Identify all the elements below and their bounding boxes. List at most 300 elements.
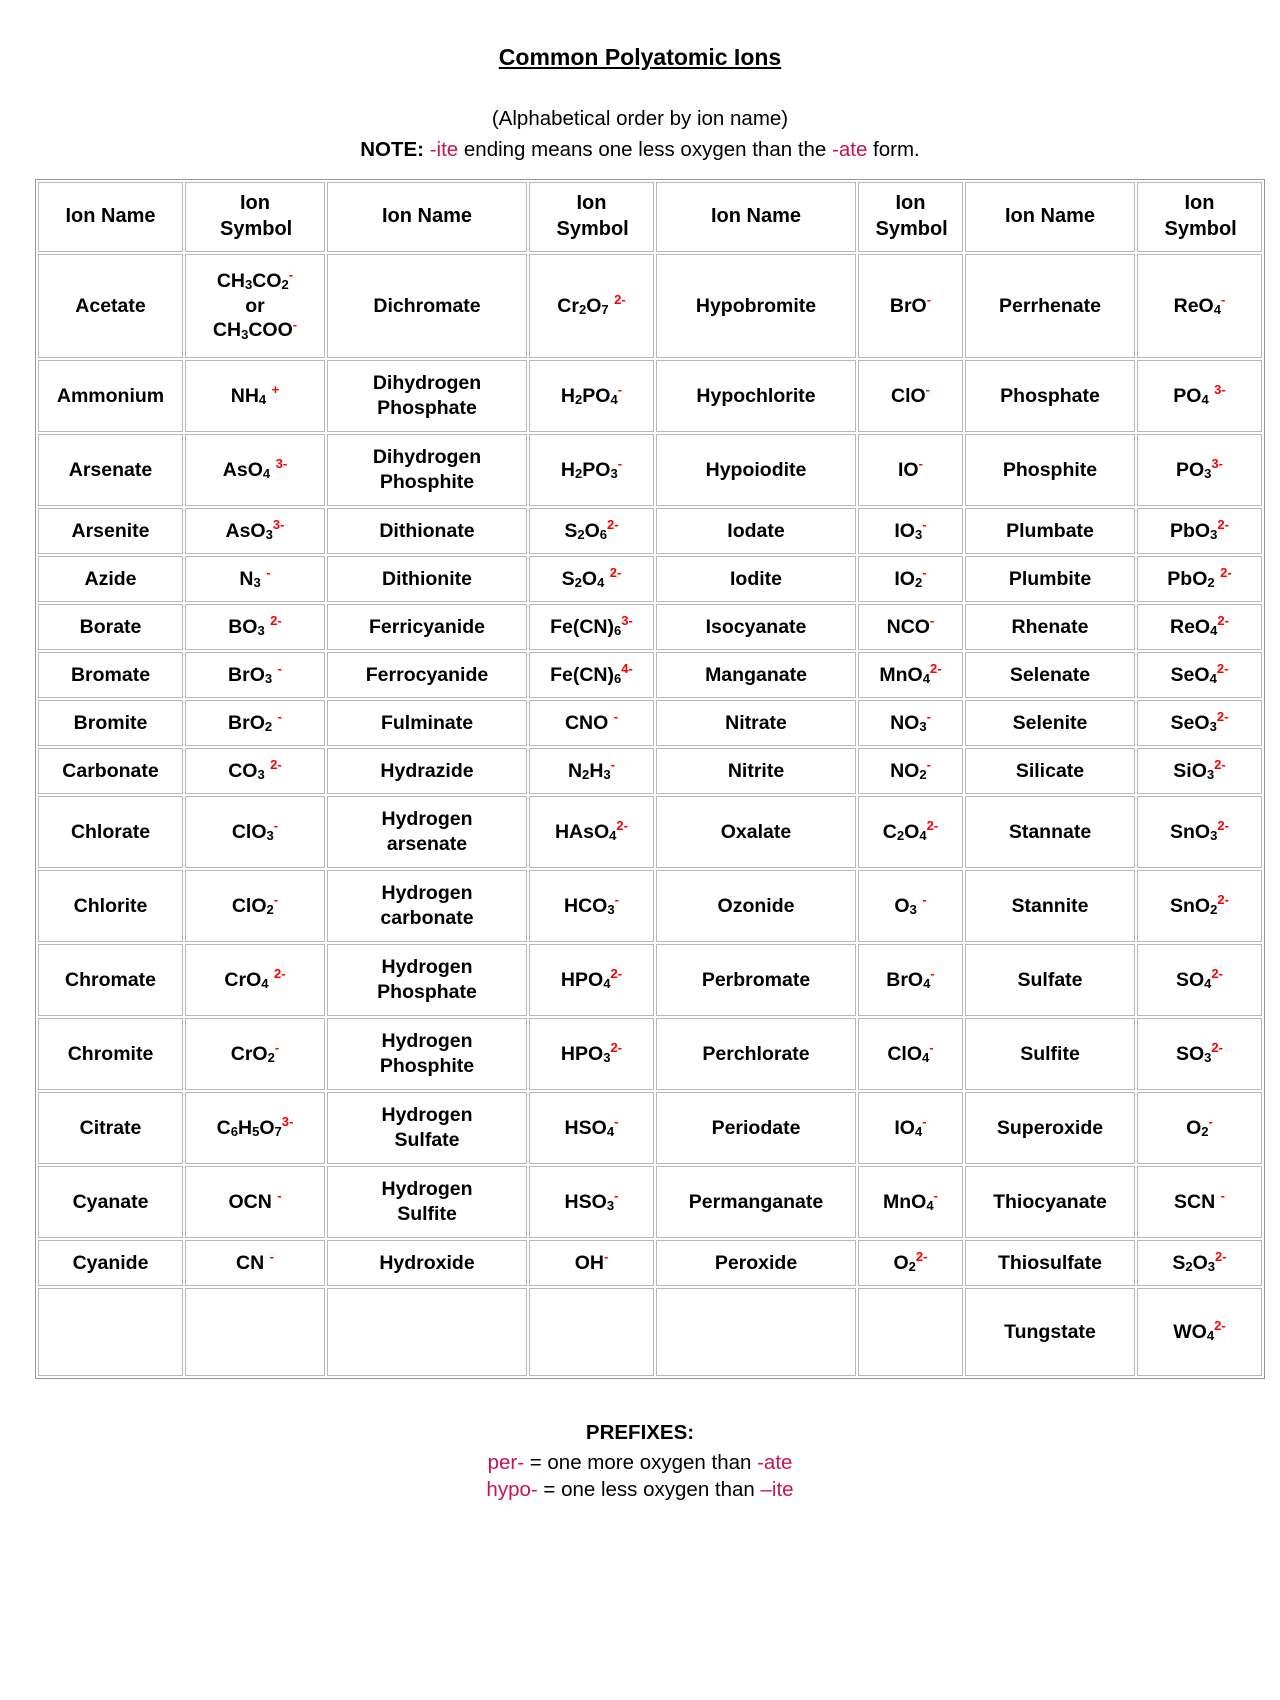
formula-charge: 2-	[1216, 661, 1229, 677]
ion-name-label: Peroxide	[714, 1251, 798, 1274]
formula-charge: -	[614, 1114, 619, 1130]
ion-name-label: Hypobromite	[695, 294, 817, 317]
ion-name-label: Dithionate	[379, 519, 475, 542]
formula-subscript: 4	[606, 1124, 615, 1140]
formula-subscript: 2	[575, 392, 583, 408]
ion-symbol-cell: $O_3$ -	[858, 870, 963, 942]
ion-name-label: Stannate	[1008, 820, 1092, 843]
formula-charge: 2-	[1216, 709, 1229, 725]
ion-name-label: Phosphate	[1000, 384, 1100, 407]
ion-symbol-cell: $HPO_3^{2-}$	[529, 1018, 654, 1090]
formula-subscript: 4	[258, 392, 267, 408]
ion-name-cell	[965, 700, 1135, 746]
ion-name-cell	[656, 1018, 856, 1090]
ion-name-cell	[327, 796, 527, 868]
ion-name-label: Chromite	[67, 1042, 154, 1065]
ion-name-cell	[656, 700, 856, 746]
ion-symbol-cell: SnO$_3^{2-}$	[1137, 796, 1262, 868]
formula-subscript: 5	[252, 1124, 260, 1140]
formula-charge: 2-	[929, 661, 942, 677]
ion-name-label: Bromate	[70, 663, 151, 686]
formula-charge: 4-	[621, 661, 633, 677]
ion-symbol-cell: BrO$_2$ -	[185, 700, 325, 746]
formula-subscript: 3	[1204, 1050, 1212, 1066]
table-row	[38, 1166, 1262, 1238]
formula-charge: -	[929, 613, 935, 629]
ion-name-cell	[327, 1288, 527, 1376]
ion-symbol-cell: $SO_4^{2-}$	[1137, 944, 1262, 1016]
header-cell	[529, 182, 654, 252]
ion-name-cell	[38, 870, 183, 942]
ion-symbol-cell: ClO$_3$-	[185, 796, 325, 868]
formula-subscript: 3	[1204, 466, 1212, 482]
ion-symbol-cell: PbO$_2$ $^{2-}$	[1137, 556, 1262, 602]
ion-name-label: Superoxide	[996, 1116, 1104, 1139]
ion-symbol-cell: $PO_3^{3-}$	[1137, 434, 1262, 506]
ion-name-label: Iodate	[727, 519, 785, 542]
formula-subscript: 6	[614, 623, 622, 639]
formula-subscript: 3	[264, 671, 273, 687]
page	[35, 44, 1245, 1503]
ion-symbol-cell: $SO_3^{2-}$	[1137, 1018, 1262, 1090]
ion-symbol-cell: $HCO_3^-$	[529, 870, 654, 942]
ion-name-label: Hypoiodite	[705, 458, 807, 481]
formula-subscript: 4	[922, 671, 930, 687]
ion-name-label: Acetate	[75, 294, 146, 317]
formula-charge: -	[603, 1249, 609, 1265]
ion-name-label: Perchlorate	[702, 1042, 810, 1065]
formula-subscript: 2	[914, 575, 923, 591]
ion-symbol-cell: ClO-	[858, 360, 963, 432]
ion-name-cell	[327, 254, 527, 358]
formula-charge: -	[288, 267, 294, 283]
ion-symbol-cell: $C_6H_5O_7^{3-}$	[185, 1092, 325, 1164]
table-row	[38, 1288, 1262, 1376]
ion-symbol-cell: $HSO_3^-$	[529, 1166, 654, 1238]
header-cell	[327, 182, 527, 252]
ion-symbol-cell: ClO$_4$-	[858, 1018, 963, 1090]
ion-name-cell	[965, 556, 1135, 602]
formula-subscript: 3	[610, 466, 618, 482]
ion-name-cell	[656, 434, 856, 506]
ion-name-label: Permanganate	[688, 1190, 824, 1213]
ion-name-cell	[38, 796, 183, 868]
ion-symbol-cell: $H_2PO_3^-$	[529, 434, 654, 506]
table-row	[38, 700, 1262, 746]
ion-symbol-cell: ReO$_4$-	[1137, 254, 1262, 358]
formula-charge: -	[277, 1188, 282, 1204]
ion-name-label: Sulfite	[1020, 1042, 1080, 1065]
ion-symbol-cell: AsO$_3^{3-}$	[185, 508, 325, 554]
ion-name-cell	[327, 434, 527, 506]
ion-name-cell	[656, 604, 856, 650]
formula-charge: -	[610, 757, 616, 773]
ion-symbol-cell: SeO$_3^{2-}$	[1137, 700, 1262, 746]
ion-name-cell	[38, 1166, 183, 1238]
ion-symbol-cell: OH-	[529, 1240, 654, 1286]
ion-name-cell	[327, 508, 527, 554]
formula-charge: -	[266, 565, 271, 581]
ion-name-cell	[38, 434, 183, 506]
formula-subscript: 3	[603, 767, 611, 783]
ion-name-label: Periodate	[711, 1116, 801, 1139]
ion-symbol-cell: $IO_2^-$	[858, 556, 963, 602]
ion-name-cell	[327, 700, 527, 746]
prefix-hypo-suffix: –ite	[760, 1478, 794, 1502]
ion-name-label: Plumbate	[1006, 519, 1094, 542]
ion-name-label: Hypochlorite	[696, 384, 816, 407]
ion-name-label: Bromite	[73, 711, 148, 734]
ion-name-label: Stannite	[1011, 894, 1089, 917]
ion-symbol-cell: ClO$_2$-	[185, 870, 325, 942]
ion-symbol-cell: $Fe(CN)_6^{4-}$	[529, 652, 654, 698]
ion-name-label: Thiocyanate	[993, 1190, 1107, 1213]
ion-symbol-cell: $C_2O_4^{2-}$	[858, 796, 963, 868]
table-row	[38, 604, 1262, 650]
ion-symbol-cell: $CO_3$ $^{2-}$	[185, 748, 325, 794]
formula-subscript: 3	[914, 527, 923, 543]
ion-name-label: Perbromate	[701, 968, 811, 991]
formula-subscript: 2	[574, 575, 582, 591]
ion-symbol-cell: $N_2H_3^-$	[529, 748, 654, 794]
ion-symbol-cell: AsO$_4$ $^{3-}$	[185, 434, 325, 506]
formula-subscript: 2	[1207, 575, 1215, 591]
table-row	[38, 944, 1262, 1016]
ion-name-label: Nitrate	[725, 711, 787, 734]
ion-name-cell	[965, 1018, 1135, 1090]
ion-name-cell	[327, 1018, 527, 1090]
ion-name-cell	[656, 1166, 856, 1238]
ion-symbol-cell: ReO$_4^{2-}$	[1137, 604, 1262, 650]
formula-charge: 2-	[614, 292, 626, 308]
ion-symbol-cell	[529, 1288, 654, 1376]
table-row	[38, 1018, 1262, 1090]
ion-name-label: Arsenate	[68, 458, 153, 481]
ion-name-label: Hydrogen Phosphate	[377, 956, 477, 1003]
ion-symbol-cell: CrO$_4$ $^{2-}$	[185, 944, 325, 1016]
ion-symbol-cell: SnO$_2^{2-}$	[1137, 870, 1262, 942]
ion-name-cell	[327, 360, 527, 432]
formula-charge: 2-	[1215, 1249, 1227, 1265]
ion-name-cell	[38, 944, 183, 1016]
ion-name-label: Oxalate	[720, 820, 792, 843]
ion-name-cell	[38, 604, 183, 650]
ion-name-label: Rhenate	[1011, 615, 1089, 638]
header-cell	[965, 182, 1135, 252]
formula-subscript: 3	[919, 719, 927, 735]
ion-name-label: Fulminate	[380, 711, 474, 734]
ion-name-cell	[656, 508, 856, 554]
formula-charge: 3-	[1214, 382, 1226, 398]
ion-name-cell	[656, 652, 856, 698]
formula-charge: -	[922, 1114, 927, 1130]
formula-subscript: 4	[1206, 1328, 1215, 1344]
formula-charge: -	[929, 1040, 934, 1056]
prefix-hypo: hypo-	[486, 1478, 538, 1502]
formula-charge: -	[922, 565, 927, 581]
ion-symbol-cell	[185, 1288, 325, 1376]
ion-name-label: Hydroxide	[379, 1251, 475, 1274]
ion-name-cell	[965, 604, 1135, 650]
ion-name-cell	[656, 1240, 856, 1286]
ion-name-cell	[656, 944, 856, 1016]
formula-subscript: 6	[614, 671, 622, 687]
ion-name-cell	[656, 748, 856, 794]
ion-name-label: Dihydrogen Phosphate	[372, 372, 482, 419]
ion-name-cell	[656, 870, 856, 942]
ion-name-cell	[965, 360, 1135, 432]
formula-subscript: 4	[1204, 976, 1212, 992]
table-row	[38, 1240, 1262, 1286]
ion-name-cell	[327, 652, 527, 698]
ion-name-label: Hydrogen Sulfate	[381, 1104, 473, 1151]
formula-charge: 3-	[621, 613, 633, 629]
formula-subscript: 2	[896, 828, 905, 844]
page-subtitle: (Alphabetical order by ion name)	[491, 107, 789, 130]
ion-symbol-cell: CNO -	[529, 700, 654, 746]
ion-name-label: Citrate	[79, 1116, 142, 1139]
ion-name-label: Selenate	[1009, 663, 1091, 686]
header-cell	[858, 182, 963, 252]
ion-symbol-cell: $CH_3CO_2^-$ or $CH_3COO^-$	[185, 254, 325, 358]
formula-charge: -	[614, 1188, 619, 1204]
ion-name-label: Selenite	[1012, 711, 1088, 734]
formula-charge: 2-	[1211, 966, 1224, 982]
ion-symbol-cell: BrO$_3$ -	[185, 652, 325, 698]
formula-subscript: 6	[230, 1124, 238, 1140]
ion-name-cell	[38, 360, 183, 432]
formula-charge: 2-	[915, 1249, 928, 1265]
formula-charge: -	[1220, 1188, 1225, 1204]
ion-name-cell	[965, 870, 1135, 942]
formula-charge: 2-	[1217, 818, 1229, 834]
formula-charge: 2-	[1217, 613, 1229, 629]
formula-charge: -	[614, 892, 619, 908]
formula-subscript: 2	[267, 1050, 275, 1066]
ion-name-label: Isocyanate	[705, 615, 807, 638]
table-row	[38, 748, 1262, 794]
formula-subscript: 3	[245, 277, 253, 293]
table-row	[38, 556, 1262, 602]
ion-name-cell	[965, 748, 1135, 794]
table-row	[38, 870, 1262, 942]
ion-name-label: Tungstate	[1004, 1320, 1096, 1343]
ion-symbol-cell: $IO_4^-$	[858, 1092, 963, 1164]
ion-name-cell	[656, 796, 856, 868]
note-mid: ending means one less oxygen than the	[458, 138, 833, 161]
formula-subscript: 4	[262, 466, 271, 482]
prefix-line-hypo	[35, 1476, 1245, 1503]
formula-charge: 2-	[926, 818, 939, 834]
note-post: form.	[867, 138, 920, 161]
ion-name-label: Chromate	[64, 968, 157, 991]
ion-name-cell	[965, 1288, 1135, 1376]
ion-name-cell	[965, 796, 1135, 868]
ion-symbol-cell: SeO$_4^{2-}$	[1137, 652, 1262, 698]
formula-subscript: 3	[265, 527, 273, 543]
ion-symbol-cell: $NH_4$ +	[185, 360, 325, 432]
formula-charge: -	[1208, 1114, 1213, 1130]
formula-subscript: 3	[257, 767, 265, 783]
header-cell	[185, 182, 325, 252]
ion-name-cell	[965, 434, 1135, 506]
ion-name-label: Cyanate	[72, 1190, 149, 1213]
ion-name-label: Dichromate	[373, 294, 481, 317]
formula-charge: -	[277, 709, 282, 725]
ion-name-cell	[965, 1166, 1135, 1238]
formula-subscript: 2	[578, 302, 587, 318]
ion-name-cell	[327, 748, 527, 794]
formula-charge: -	[617, 456, 623, 472]
formula-subscript: 4	[1201, 392, 1209, 408]
ion-name-label: Chlorate	[70, 820, 151, 843]
formula-subscript: 3	[1206, 767, 1215, 783]
ion-symbol-cell	[858, 1288, 963, 1376]
formula-subscript: 3	[1210, 527, 1218, 543]
formula-charge: -	[926, 709, 931, 725]
formula-subscript: 3	[266, 828, 274, 844]
formula-subscript: 3	[909, 902, 917, 918]
table-row	[38, 1092, 1262, 1164]
table-row	[38, 796, 1262, 868]
formula-charge: 2-	[610, 966, 623, 982]
ion-symbol-cell: CrO$_2$-	[185, 1018, 325, 1090]
ion-symbol-cell: MnO$_4$-	[858, 1166, 963, 1238]
ion-name-cell	[38, 1018, 183, 1090]
ion-name-label: Ferricyanide	[369, 615, 485, 638]
ion-name-label: Azide	[84, 567, 137, 590]
ion-name-cell	[38, 254, 183, 358]
ion-symbol-cell: OCN -	[185, 1166, 325, 1238]
header-cell-label: Ion Name	[710, 205, 802, 228]
formula-subscript: 4	[603, 976, 611, 992]
ion-name-label: Chlorite	[73, 894, 148, 917]
formula-charge: -	[1221, 292, 1226, 308]
ion-name-label: Silicate	[1015, 759, 1085, 782]
ion-name-cell	[327, 870, 527, 942]
ion-name-cell	[327, 556, 527, 602]
prefixes-section	[35, 1421, 1245, 1503]
formula-subscript: 2	[1201, 1124, 1209, 1140]
ion-symbol-cell: $BO_3$ $^{2-}$	[185, 604, 325, 650]
formula-charge: 2-	[1217, 517, 1229, 533]
formula-subscript: 2	[1185, 1259, 1193, 1275]
ion-name-cell	[327, 604, 527, 650]
ion-name-label: Ozonide	[717, 894, 795, 917]
ion-name-label: Hydrogen Sulfite	[381, 1178, 473, 1225]
formula-charge: -	[292, 317, 298, 333]
ion-name-cell	[965, 652, 1135, 698]
table-row	[38, 360, 1262, 432]
formula-subscript: 4	[1213, 302, 1221, 318]
formula-subscript: 3	[1209, 719, 1217, 735]
header-cell	[38, 182, 183, 252]
formula-charge: -	[922, 517, 927, 533]
formula-charge: 2-	[616, 818, 629, 834]
ion-name-cell	[965, 254, 1135, 358]
ion-name-cell	[656, 556, 856, 602]
ion-symbol-cell: $N_3$ -	[185, 556, 325, 602]
formula-subscript: 3	[253, 575, 261, 591]
formula-subscript: 2	[1210, 902, 1218, 918]
ion-symbol-cell: $NO_3^-$	[858, 700, 963, 746]
formula-subscript: 4	[926, 1198, 934, 1214]
ion-name-label: Carbonate	[62, 759, 159, 782]
ion-name-cell	[38, 508, 183, 554]
formula-charge: 3-	[1211, 456, 1224, 472]
ion-name-cell	[656, 254, 856, 358]
note-ate: -ate	[832, 138, 868, 161]
formula-subscript: 4	[1209, 671, 1217, 687]
ion-name-label: Iodite	[730, 567, 782, 590]
page-title-text: Common Polyatomic Ions	[498, 44, 782, 70]
ion-name-cell	[965, 944, 1135, 1016]
formula-charge: 2-	[1217, 892, 1229, 908]
prefix-per-suffix: -ate	[757, 1451, 793, 1474]
ion-name-label: Ferrocyanide	[365, 663, 489, 686]
ion-name-label: Hydrogen carbonate	[380, 882, 474, 929]
ion-name-label: Hydrogen arsenate	[381, 808, 473, 855]
ion-symbol-cell: CN -	[185, 1240, 325, 1286]
table-row	[38, 652, 1262, 698]
formula-charge: -	[930, 966, 935, 982]
ion-name-label: Ammonium	[56, 384, 165, 407]
ion-name-label: Perrhenate	[999, 294, 1101, 317]
formula-charge: 2-	[1220, 565, 1232, 581]
table-row	[38, 508, 1262, 554]
formula-subscript: 4	[919, 828, 927, 844]
formula-charge: -	[273, 818, 279, 834]
ion-name-label: Hydrogen Phosphite	[379, 1030, 475, 1077]
formula-subscript: 3	[606, 1198, 615, 1214]
ion-symbol-cell: HAsO$_4^{2-}$	[529, 796, 654, 868]
prefix-hypo-text: = one less oxygen than	[537, 1478, 761, 1502]
formula-subscript: 3	[603, 1050, 611, 1066]
formula-charge: -	[922, 892, 927, 908]
ion-name-cell	[327, 1092, 527, 1164]
ion-symbol-cell: $Cr_2O_7$ $^{2-}$	[529, 254, 654, 358]
ion-symbol-cell: $NO_2^-$	[858, 748, 963, 794]
ion-name-cell	[38, 652, 183, 698]
ion-symbol-cell: $HSO_4^-$	[529, 1092, 654, 1164]
header-cell	[656, 182, 856, 252]
formula-subscript: 4	[922, 1050, 930, 1066]
table-body	[38, 254, 1262, 1376]
ion-symbol-cell: MnO$_4^{2-}$	[858, 652, 963, 698]
ion-name-label: Plumbite	[1008, 567, 1092, 590]
formula-subscript: 2	[582, 767, 590, 783]
ion-name-cell	[38, 1288, 183, 1376]
formula-charge: -	[269, 1249, 274, 1265]
note-label: NOTE:	[360, 138, 425, 161]
ion-name-label: Dithionite	[382, 567, 472, 590]
ion-name-cell	[327, 1240, 527, 1286]
ion-symbol-cell: BrO$_4$-	[858, 944, 963, 1016]
formula-subscript: 2	[577, 527, 585, 543]
ion-name-cell	[38, 556, 183, 602]
formula-subscript: 3	[1207, 1259, 1216, 1275]
formula-subscript: 2	[919, 767, 927, 783]
ion-symbol-cell: IO-	[858, 434, 963, 506]
ion-name-label: Cyanide	[72, 1251, 149, 1274]
page-title	[35, 44, 1245, 71]
formula-subscript: 2	[281, 277, 289, 293]
formula-subscript: 2	[264, 719, 273, 735]
ion-symbol-cell: SiO$_3^{2-}$	[1137, 748, 1262, 794]
header-cell-label: Ion Name	[65, 205, 156, 228]
formula-charge: -	[273, 892, 279, 908]
ion-name-label: Phosphite	[1002, 458, 1098, 481]
